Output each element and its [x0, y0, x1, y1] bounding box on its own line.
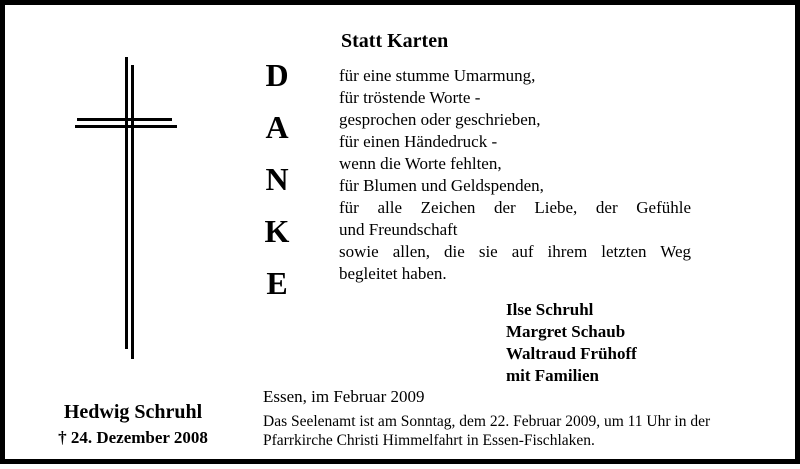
danke-letter: N [265, 161, 289, 197]
family-signatures [506, 299, 637, 387]
danke-letter: K [264, 213, 290, 249]
poem-line: für tröstende Worte - [339, 88, 481, 107]
place-date: Essen, im Februar 2009 [263, 387, 425, 406]
deceased-block [33, 398, 233, 450]
danke-letter: A [265, 109, 289, 145]
requiem-mass-note [263, 412, 723, 450]
heading: Statt Karten [341, 30, 449, 52]
danke-vertical-word [257, 57, 297, 317]
deceased-name: Hedwig Schruhl [63, 401, 203, 423]
poem-line: sowie allen, die sie auf ihrem letzten Weg [339, 242, 691, 261]
poem-line: für alle Zeichen der Liebe, der Gefühle [339, 198, 691, 217]
poem-line: und Freundschaft [339, 220, 458, 239]
family-member: Margret Schaub [506, 322, 626, 341]
thank-you-poem [339, 65, 691, 285]
poem-line: für einen Händedruck - [339, 132, 498, 151]
family-member: mit Familien [506, 366, 600, 385]
poem-line: gesprochen oder geschrieben, [339, 110, 541, 129]
danke-letter: E [266, 265, 288, 301]
note-line: Das Seelenamt ist am Sonntag, dem 22. Februar 2009, um 11 Uhr in der [263, 413, 711, 430]
family-member: Waltraud Frühoff [506, 344, 637, 363]
family-member: Ilse Schruhl [506, 300, 594, 319]
poem-line: für eine stumme Umarmung, [339, 66, 536, 85]
poem-line: wenn die Worte fehlten, [339, 154, 502, 173]
death-date: † 24. Dezember 2008 [58, 428, 208, 447]
poem-line: für Blumen und Geldspenden, [339, 176, 544, 195]
note-line: Pfarrkirche Christi Himmelfahrt in Essen-Fischlaken. [263, 432, 595, 449]
danke-letter: D [265, 57, 289, 93]
poem-line: begleitet haben. [339, 264, 447, 283]
